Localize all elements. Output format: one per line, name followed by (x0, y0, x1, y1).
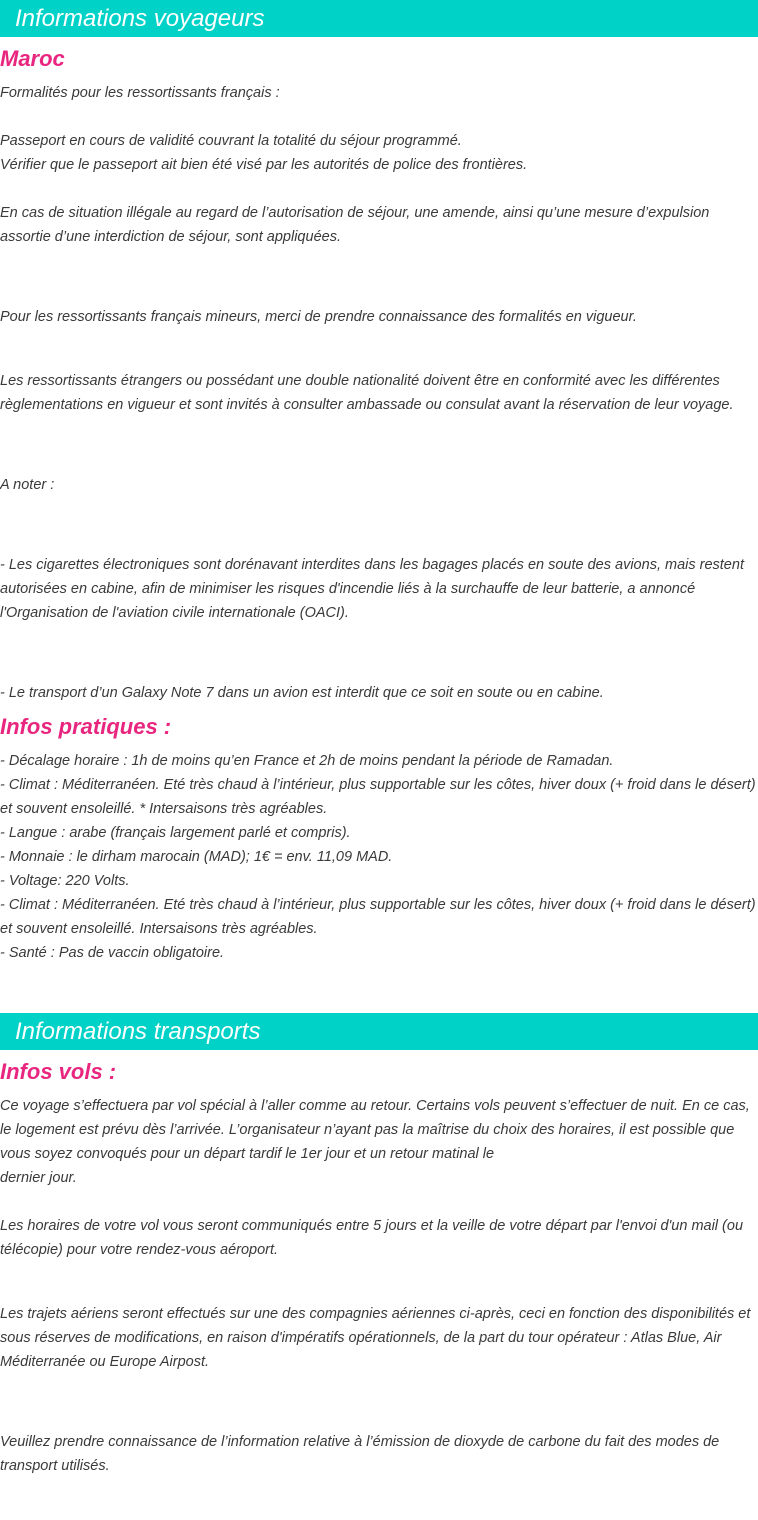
practical-info-heading: Infos pratiques : (0, 714, 172, 739)
travelers-section-title: Informations voyageurs (0, 0, 758, 37)
country-heading: Maroc (0, 46, 65, 71)
passport-check: Vérifier que le passeport ait bien été visé par les autorités de police des frontières. (0, 157, 528, 173)
passport-requirement: Passeport en cours de validité couvrant la totalité du séjour programmé. (0, 133, 462, 149)
list-item: - Climat : Méditerranéen. Eté très chaud à l’intérieur, plus supportable sur les côtes, hiver doux (+ froid dans le désert) et souvent ensoleillé. Intersaisons très agréables. (0, 897, 756, 937)
practical-info-section (0, 705, 758, 1013)
minors-paragraph: Pour les ressortissants français mineurs, merci de prendre connaissance des formalités en vigueur. (0, 309, 637, 325)
foreigners-paragraph: Les ressortissants étrangers ou possédant une double nationalité doivent être en conformité avec les différentes règlementations en vigueur et sont invités à consulter ambassade ou consulat avant la réservation de leur voyage. (0, 373, 734, 413)
co2-paragraph: Veuillez prendre connaissance de l’information relative à l’émission de dioxyde de carbone du fait des modes de transport utilisés. (0, 1434, 720, 1474)
flights-heading: Infos vols : (0, 1059, 117, 1084)
flight-schedule-paragraph: Les horaires de votre vol vous seront communiqués entre 5 jours et la veille de votre départ par l'envoi d'un mail (ou télécopie) pour votre rendez-vous aéroport. (0, 1218, 744, 1258)
flight-paragraph-1: Ce voyage s’effectuera par vol spécial à l’aller comme au retour. Certains vols peuvent s’effectuer de nuit. En ce cas, le logement est prévu dès l’arrivée. L’organisateur n’ayant pas la maîtrise du choix des horaires, il est possible que vous soyez convoqués pour un départ tardif le 1er jour et un retour matinal le (0, 1098, 750, 1162)
list-item: - Langue : arabe (français largement parlé et compris). (0, 825, 351, 841)
list-item: - Décalage horaire : 1h de moins qu’en France et 2h de moins pendant la période de Ramadan. (0, 753, 614, 769)
illegal-stay-paragraph: En cas de situation illégale au regard de l’autorisation de séjour, une amende, ainsi qu’une mesure d’expulsion assortie d’une interdiction de séjour, sont appliquées. (0, 205, 710, 245)
list-item: - Climat : Méditerranéen. Eté très chaud à l’intérieur, plus supportable sur les côtes, hiver doux (+ froid dans le désert) et souvent ensoleillé. * Intersaisons très agréables. (0, 777, 756, 817)
ecig-note: - Les cigarettes électroniques sont dorénavant interdites dans les bagages placés en soute des avions, mais restent autorisées en cabine, afin de minimiser les risques d'incendie liés à la surchauffe de leur batterie, a annoncé l'Organisation de l'aviation civile internationale (OACI). (0, 557, 744, 621)
note-label: A noter : (0, 477, 55, 493)
list-item: - Santé : Pas de vaccin obligatoire. (0, 945, 225, 961)
transport-info-section (0, 1013, 758, 1478)
galaxy-note: - Le transport d’un Galaxy Note 7 dans un avion est interdit que ce soit en soute ou en cabine. (0, 685, 604, 701)
airlines-paragraph: Les trajets aériens seront effectués sur une des compagnies aériennes ci-après, ceci en fonction des disponibilités et sous réserves de modifications, en raison d'impératifs opérationnels, de la part du tour opérateur : Atlas Blue, Air Méditerranée ou Europe Airpost. (0, 1306, 751, 1370)
list-item: - Monnaie : le dirham marocain (MAD); 1€ = env. 11,09 MAD. (0, 849, 393, 865)
flight-paragraph-1-end: dernier jour. (0, 1170, 77, 1186)
transport-section-title: Informations transports (0, 1013, 758, 1050)
list-item: - Voltage: 220 Volts. (0, 873, 130, 889)
travelers-info-section (0, 0, 758, 705)
formalities-intro: Formalités pour les ressortissants français : (0, 85, 280, 101)
